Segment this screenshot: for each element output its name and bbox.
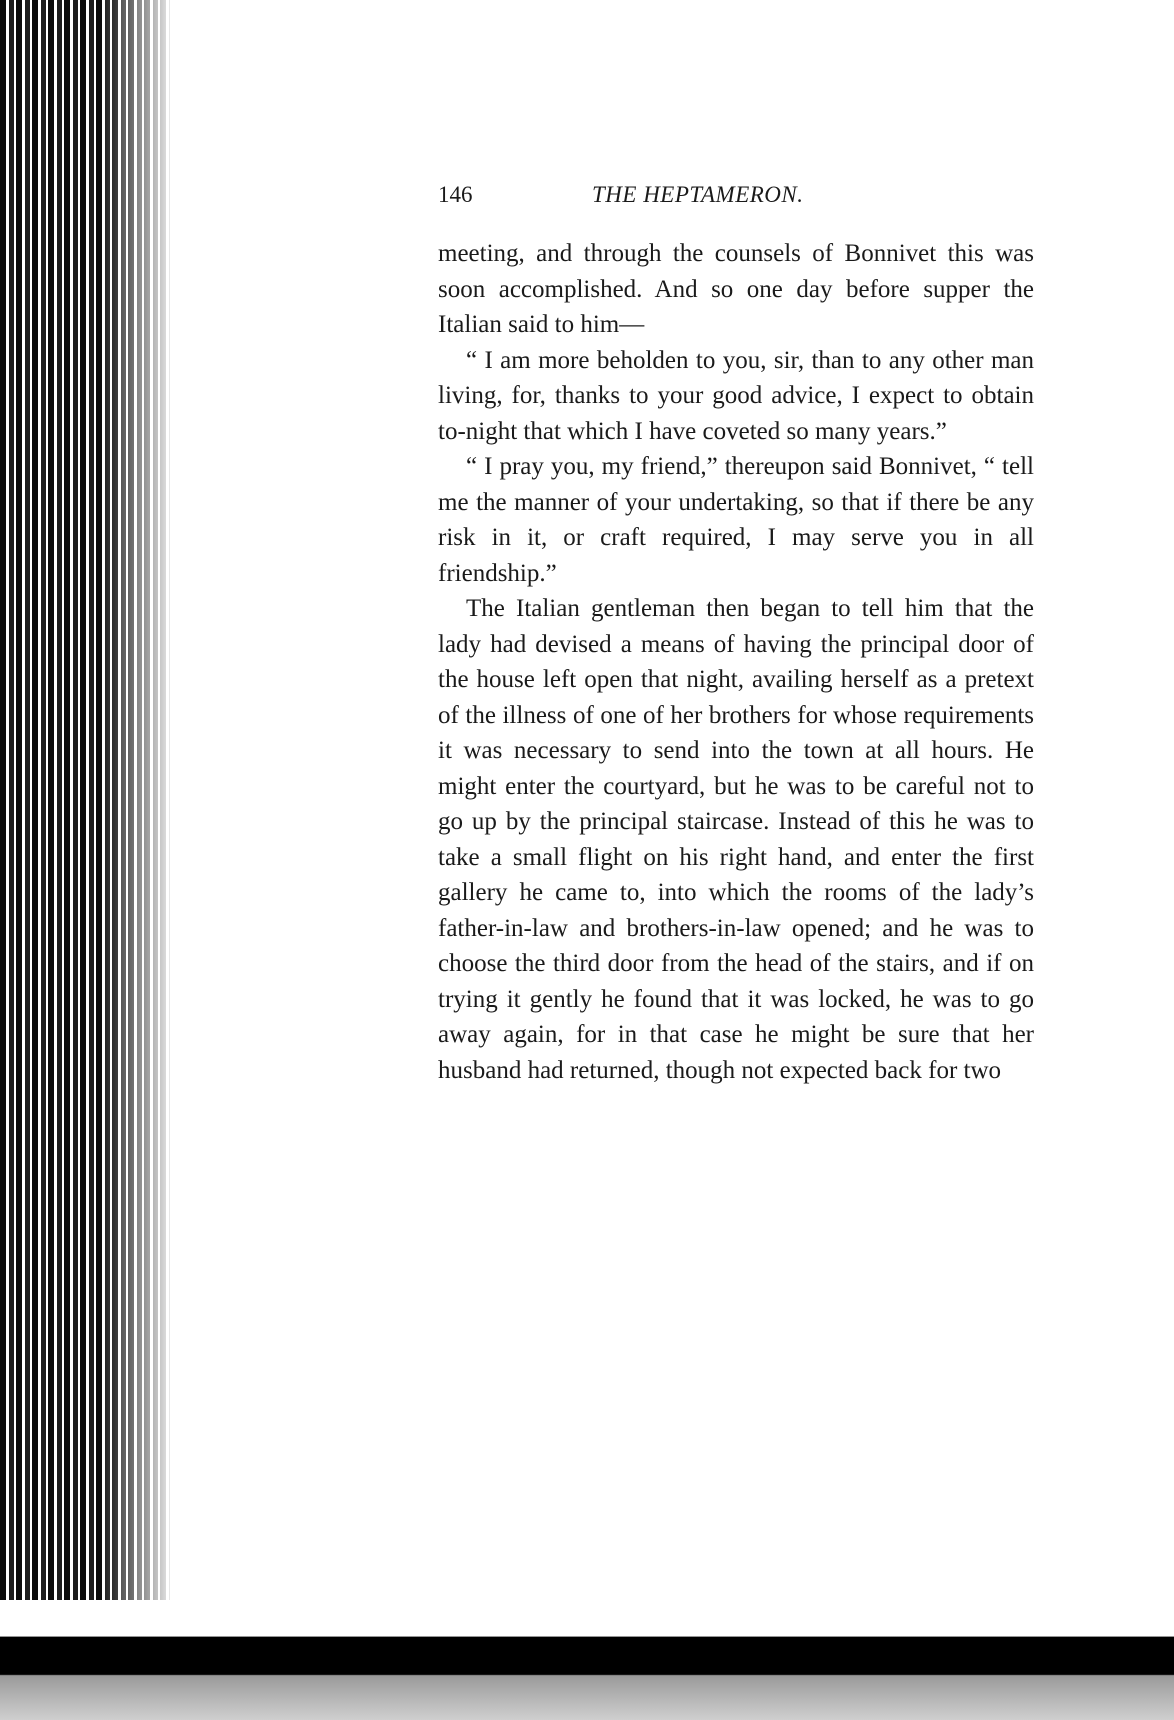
page-number: 146 xyxy=(438,182,473,207)
scanned-book-edge xyxy=(0,0,170,1640)
running-head xyxy=(438,182,1038,222)
paragraph-bonnivet-speech: “ I pray you, my friend,” thereupon said Bonnivet, “ tell me the manner of your undertaking, so that if there be any risk in it, or craft required, I may serve you in all friendship.” xyxy=(438,453,1034,587)
paragraph-narration: The Italian gentleman then began to tell him that the lady had devised a means of having the principal door of the house left open that night, availing herself as a pretext of the illness of one of her brothers for whose requirements it was necessary to send into the town at all hours. He might enter the courtyard, but he was to be careful not to go up by the principal staircase. Instead of this he was to take a small flight on his right hand, and enter the first gallery he came to, into which the rooms of the lady’s father-in-law and brothers-in-law opened; and he was to choose the third door from the head of the stairs, and if on trying it gently he found that it was locked, he was to go away again, for in that case he might be sure that her husband had returned, though not expected back for two xyxy=(438,595,1034,1084)
scanned-bottom-edge xyxy=(0,1600,1174,1720)
paragraph-continuation: meeting, and through the counsels of Bonnivet this was soon accomplished. And so one day before supper the Italian said to him— xyxy=(438,240,1034,338)
body-text xyxy=(438,236,1034,1088)
paragraph-italian-speech: “ I am more beholden to you, sir, than to any other man living, for, thanks to your good advice, I expect to obtain to-night that which I have coveted so many years.” xyxy=(438,346,1034,445)
book-title: THE HEPTAMERON. xyxy=(592,182,804,207)
